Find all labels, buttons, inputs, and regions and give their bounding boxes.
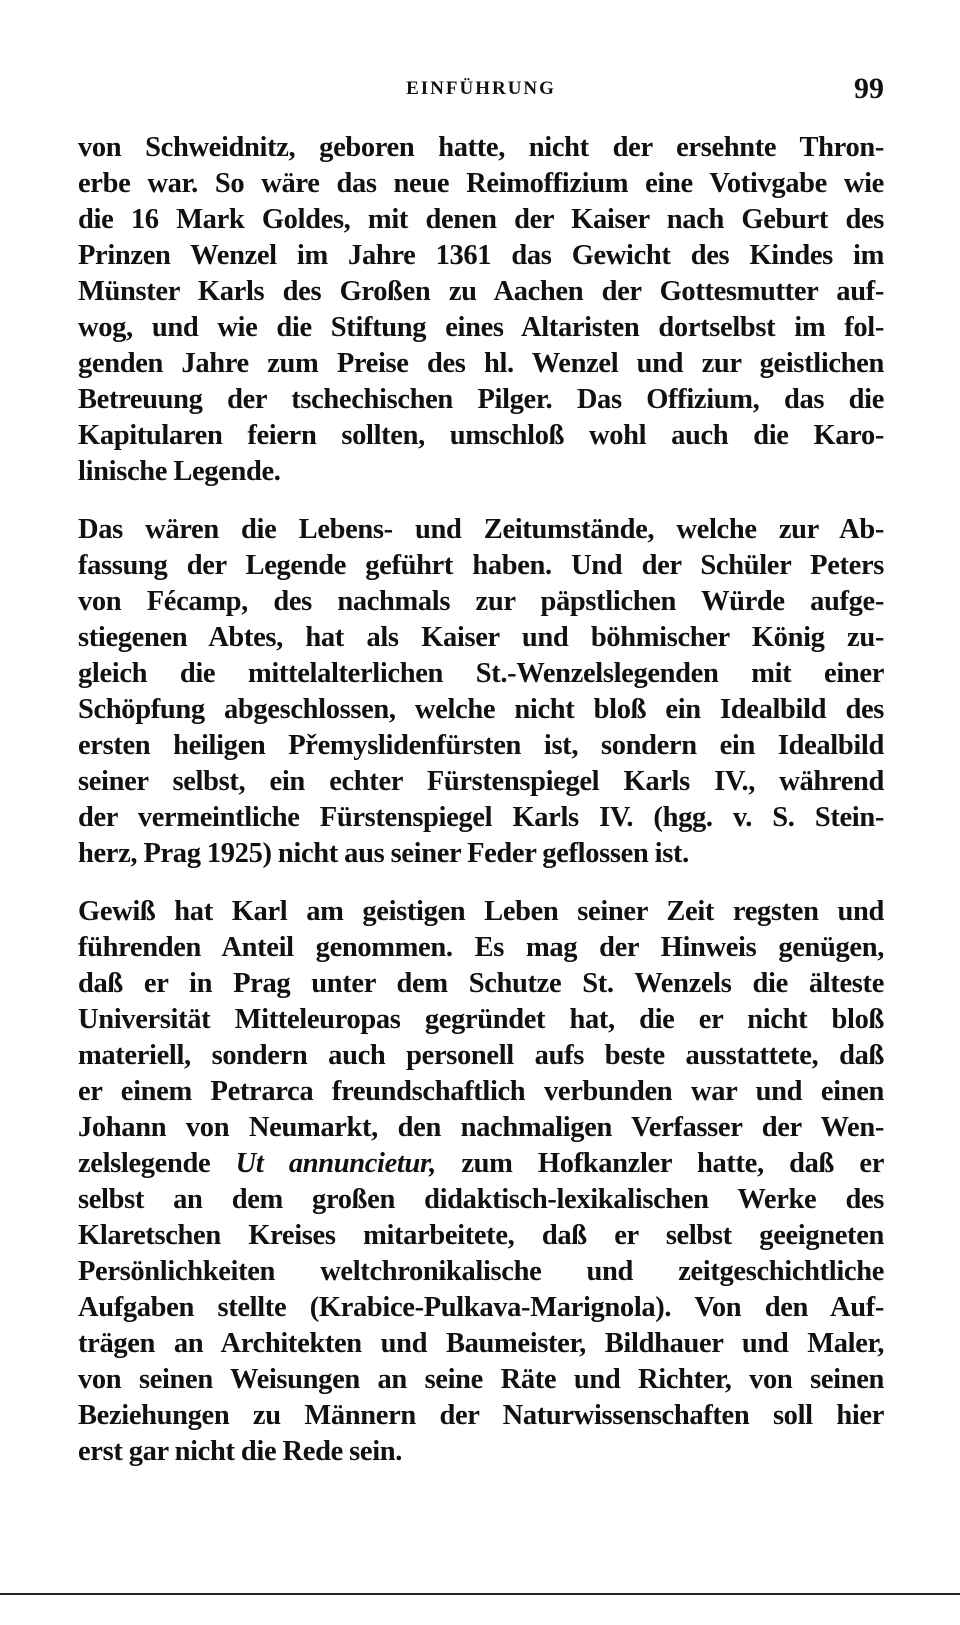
text-line: gleich die mittelalterlichen St.-Wenzelslegenden mit einer (78, 658, 884, 689)
text-line: erbe war. So wäre das neue Reimoffizium eine Votivgabe wie (78, 168, 884, 199)
text-line: Beziehungen zu Männern der Naturwissenschaften soll hier (78, 1400, 884, 1431)
text-line: Persönlichkeiten weltchronikalische und zeitgeschichtliche (78, 1256, 884, 1287)
text-line: materiell, sondern auch personell aufs beste ausstattete, daß (78, 1040, 884, 1071)
running-head (78, 72, 884, 112)
text-line: Klaretschen Kreises mitarbeitete, daß er selbst geeigneten (78, 1220, 884, 1251)
paragraph-3 (78, 894, 884, 1470)
text-line: wog, und wie die Stiftung eines Altaristen dortselbst im fol- (78, 312, 884, 343)
text-line: von Schweidnitz, geboren hatte, nicht der ersehnte Thron- (78, 132, 884, 163)
text-line: trägen an Architekten und Baumeister, Bildhauer und Maler, (78, 1328, 884, 1359)
text-line: herz, Prag 1925) nicht aus seiner Feder geflossen ist. (78, 838, 689, 869)
paragraph-2 (78, 512, 884, 872)
text-line: Betreuung der tschechischen Pilger. Das Offizium, das die (78, 384, 884, 415)
text-line: Gewiß hat Karl am geistigen Leben seiner Zeit regsten und (78, 896, 884, 927)
text-line: Münster Karls des Großen zu Aachen der Gottesmutter auf- (78, 276, 884, 307)
text-line: fassung der Legende geführt haben. Und der Schüler Peters (78, 550, 884, 581)
text-line: der vermeintliche Fürstenspiegel Karls IV. (hgg. v. S. Stein- (78, 802, 884, 833)
text-line-with-title (78, 1146, 884, 1182)
text-line: Das wären die Lebens- und Zeitumstände, welche zur Ab- (78, 514, 884, 545)
work-title: Ut annuncietur, (235, 1148, 436, 1179)
text-line: Kapitularen feiern sollten, umschloß wohl auch die Karo- (78, 420, 884, 451)
running-title: EINFÜHRUNG (406, 78, 556, 99)
text-line: von seinen Weisungen an seine Räte und Richter, von seinen (78, 1364, 884, 1395)
body-text (78, 130, 884, 1492)
text-line: linische Legende. (78, 456, 281, 487)
text-line: Prinzen Wenzel im Jahre 1361 das Gewicht des Kindes im (78, 240, 884, 271)
paragraph-1 (78, 130, 884, 490)
page-bottom-edge (0, 1593, 960, 1595)
text-fragment: zum Hofkanzler hatte, daß er (435, 1148, 884, 1179)
page-number: 99 (854, 72, 884, 105)
text-line: von Fécamp, des nachmals zur päpstlichen Würde aufge- (78, 586, 884, 617)
text-line: Universität Mitteleuropas gegründet hat, die er nicht bloß (78, 1004, 884, 1035)
text-line: Aufgaben stellte (Krabice-Pulkava-Marignola). Von den Auf- (78, 1292, 884, 1323)
text-line: die 16 Mark Goldes, mit denen der Kaiser nach Geburt des (78, 204, 884, 235)
text-line: genden Jahre zum Preise des hl. Wenzel und zur geistlichen (78, 348, 884, 379)
text-line: stiegenen Abtes, hat als Kaiser und böhmischer König zu- (78, 622, 884, 653)
text-line: seiner selbst, ein echter Fürstenspiegel Karls IV., während (78, 766, 884, 797)
text-line: er einem Petrarca freundschaftlich verbunden war und einen (78, 1076, 884, 1107)
text-line: Johann von Neumarkt, den nachmaligen Verfasser der Wen- (78, 1112, 884, 1143)
text-fragment: zelslegende (78, 1148, 236, 1179)
text-line: führenden Anteil genommen. Es mag der Hinweis genügen, (78, 932, 884, 963)
text-line: erst gar nicht die Rede sein. (78, 1436, 403, 1467)
text-line: ersten heiligen Přemyslidenfürsten ist, sondern ein Idealbild (78, 730, 884, 761)
text-line: Schöpfung abgeschlossen, welche nicht bloß ein Idealbild des (78, 694, 884, 725)
text-line: daß er in Prag unter dem Schutze St. Wenzels die älteste (78, 968, 884, 999)
text-line: selbst an dem großen didaktisch-lexikalischen Werke des (78, 1184, 884, 1215)
